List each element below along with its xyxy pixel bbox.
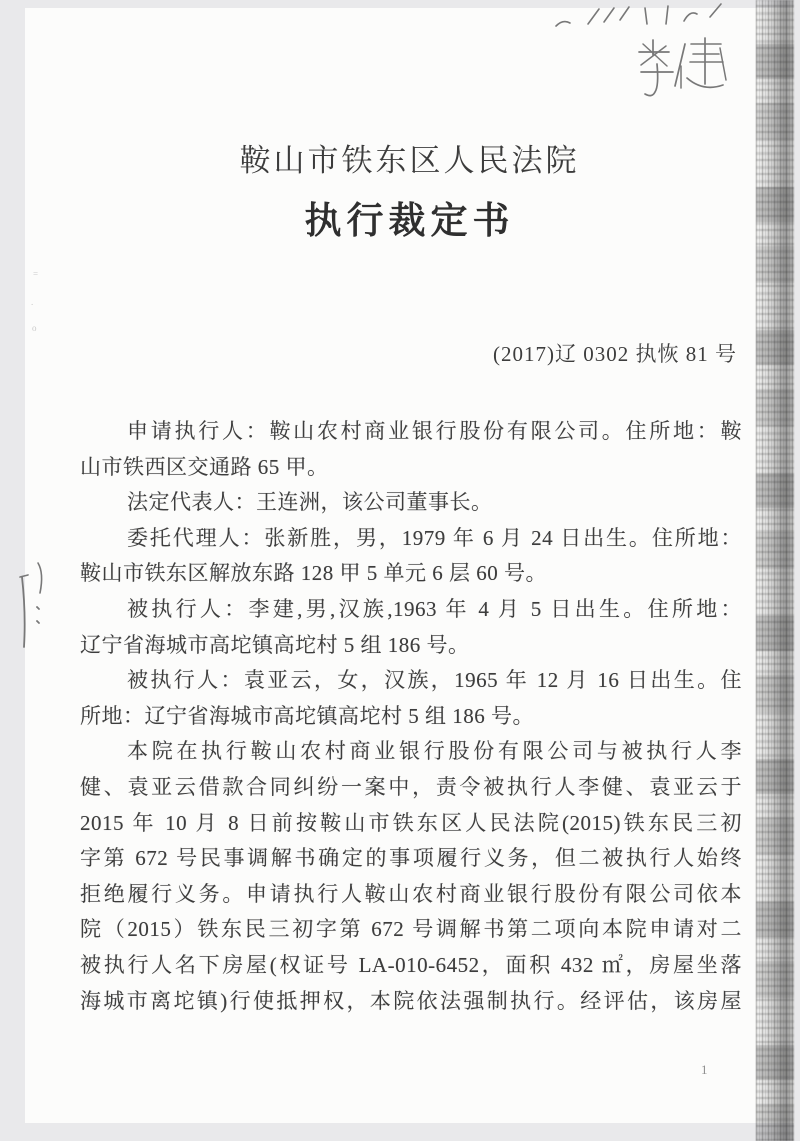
document-line: 法定代表人：王连洲，该公司董事长。 [127, 490, 493, 515]
case-number: (2017)辽 0302 执恢 81 号 [493, 342, 737, 366]
scan-edge-artifact [756, 0, 794, 1141]
document-line: 海城市离坨镇)行使抵押权，本院依法强制执行。经评估，该房屋 [80, 988, 742, 1013]
page-number: 1 [701, 1062, 708, 1077]
document-line: 被执行人：李建,男,汉族,1963 年 4 月 5 日出生。住所地： [127, 596, 742, 621]
handwritten-signature-icon [635, 30, 735, 105]
document-title: 执行裁定书 [304, 201, 515, 242]
document-line: 委托代理人：张新胜，男，1979 年 6 月 24 日出生。住所地： [127, 525, 742, 550]
document-line: 山市铁西区交通路 65 甲。 [80, 454, 329, 479]
document-line: 申请执行人：鞍山农村商业银行股份有限公司。住所地：鞍 [127, 419, 742, 443]
court-name: 鞍山市铁东区人民法院 [239, 143, 580, 178]
document-line: 健、袁亚云借款合同纠纷一案中，责令被执行人李健、袁亚云于 [80, 774, 742, 799]
document-line: 字第 672 号民事调解书确定的事项履行义务，但二被执行人始终 [80, 846, 742, 871]
margin-speck: . [31, 297, 34, 307]
document-line: 拒绝履行义务。申请执行人鞍山农村商业银行股份有限公司依本 [80, 881, 742, 906]
document-line: 鞍山市铁东区解放东路 128 甲 5 单元 6 层 60 号。 [80, 561, 547, 586]
document-line: 本院在执行鞍山农村商业银行股份有限公司与被执行人李 [127, 739, 742, 764]
document-line: 被执行人名下房屋(权证号 LA-010-6452，面积 432 ㎡，房屋坐落 [80, 952, 742, 977]
document-line: 所地：辽宁省海城市高坨镇高坨村 5 组 186 号。 [80, 703, 534, 728]
document-body [80, 414, 742, 1019]
margin-speck: = [33, 269, 39, 279]
document-page [25, 8, 794, 1123]
document-line: 被执行人：袁亚云，女，汉族，1965 年 12 月 16 日出生。住 [127, 668, 742, 693]
document-line: 院（2015）铁东民三初字第 672 号调解书第二项向本院申请对二 [80, 917, 742, 942]
document-line: 2015 年 10 月 8 日前按鞍山市铁东区人民法院(2015)铁东民三初 [80, 810, 742, 835]
document-line: 辽宁省海城市高坨镇高坨村 5 组 186 号。 [80, 632, 470, 657]
margin-pen-marks-icon [10, 555, 55, 655]
margin-speck: o [32, 323, 37, 333]
